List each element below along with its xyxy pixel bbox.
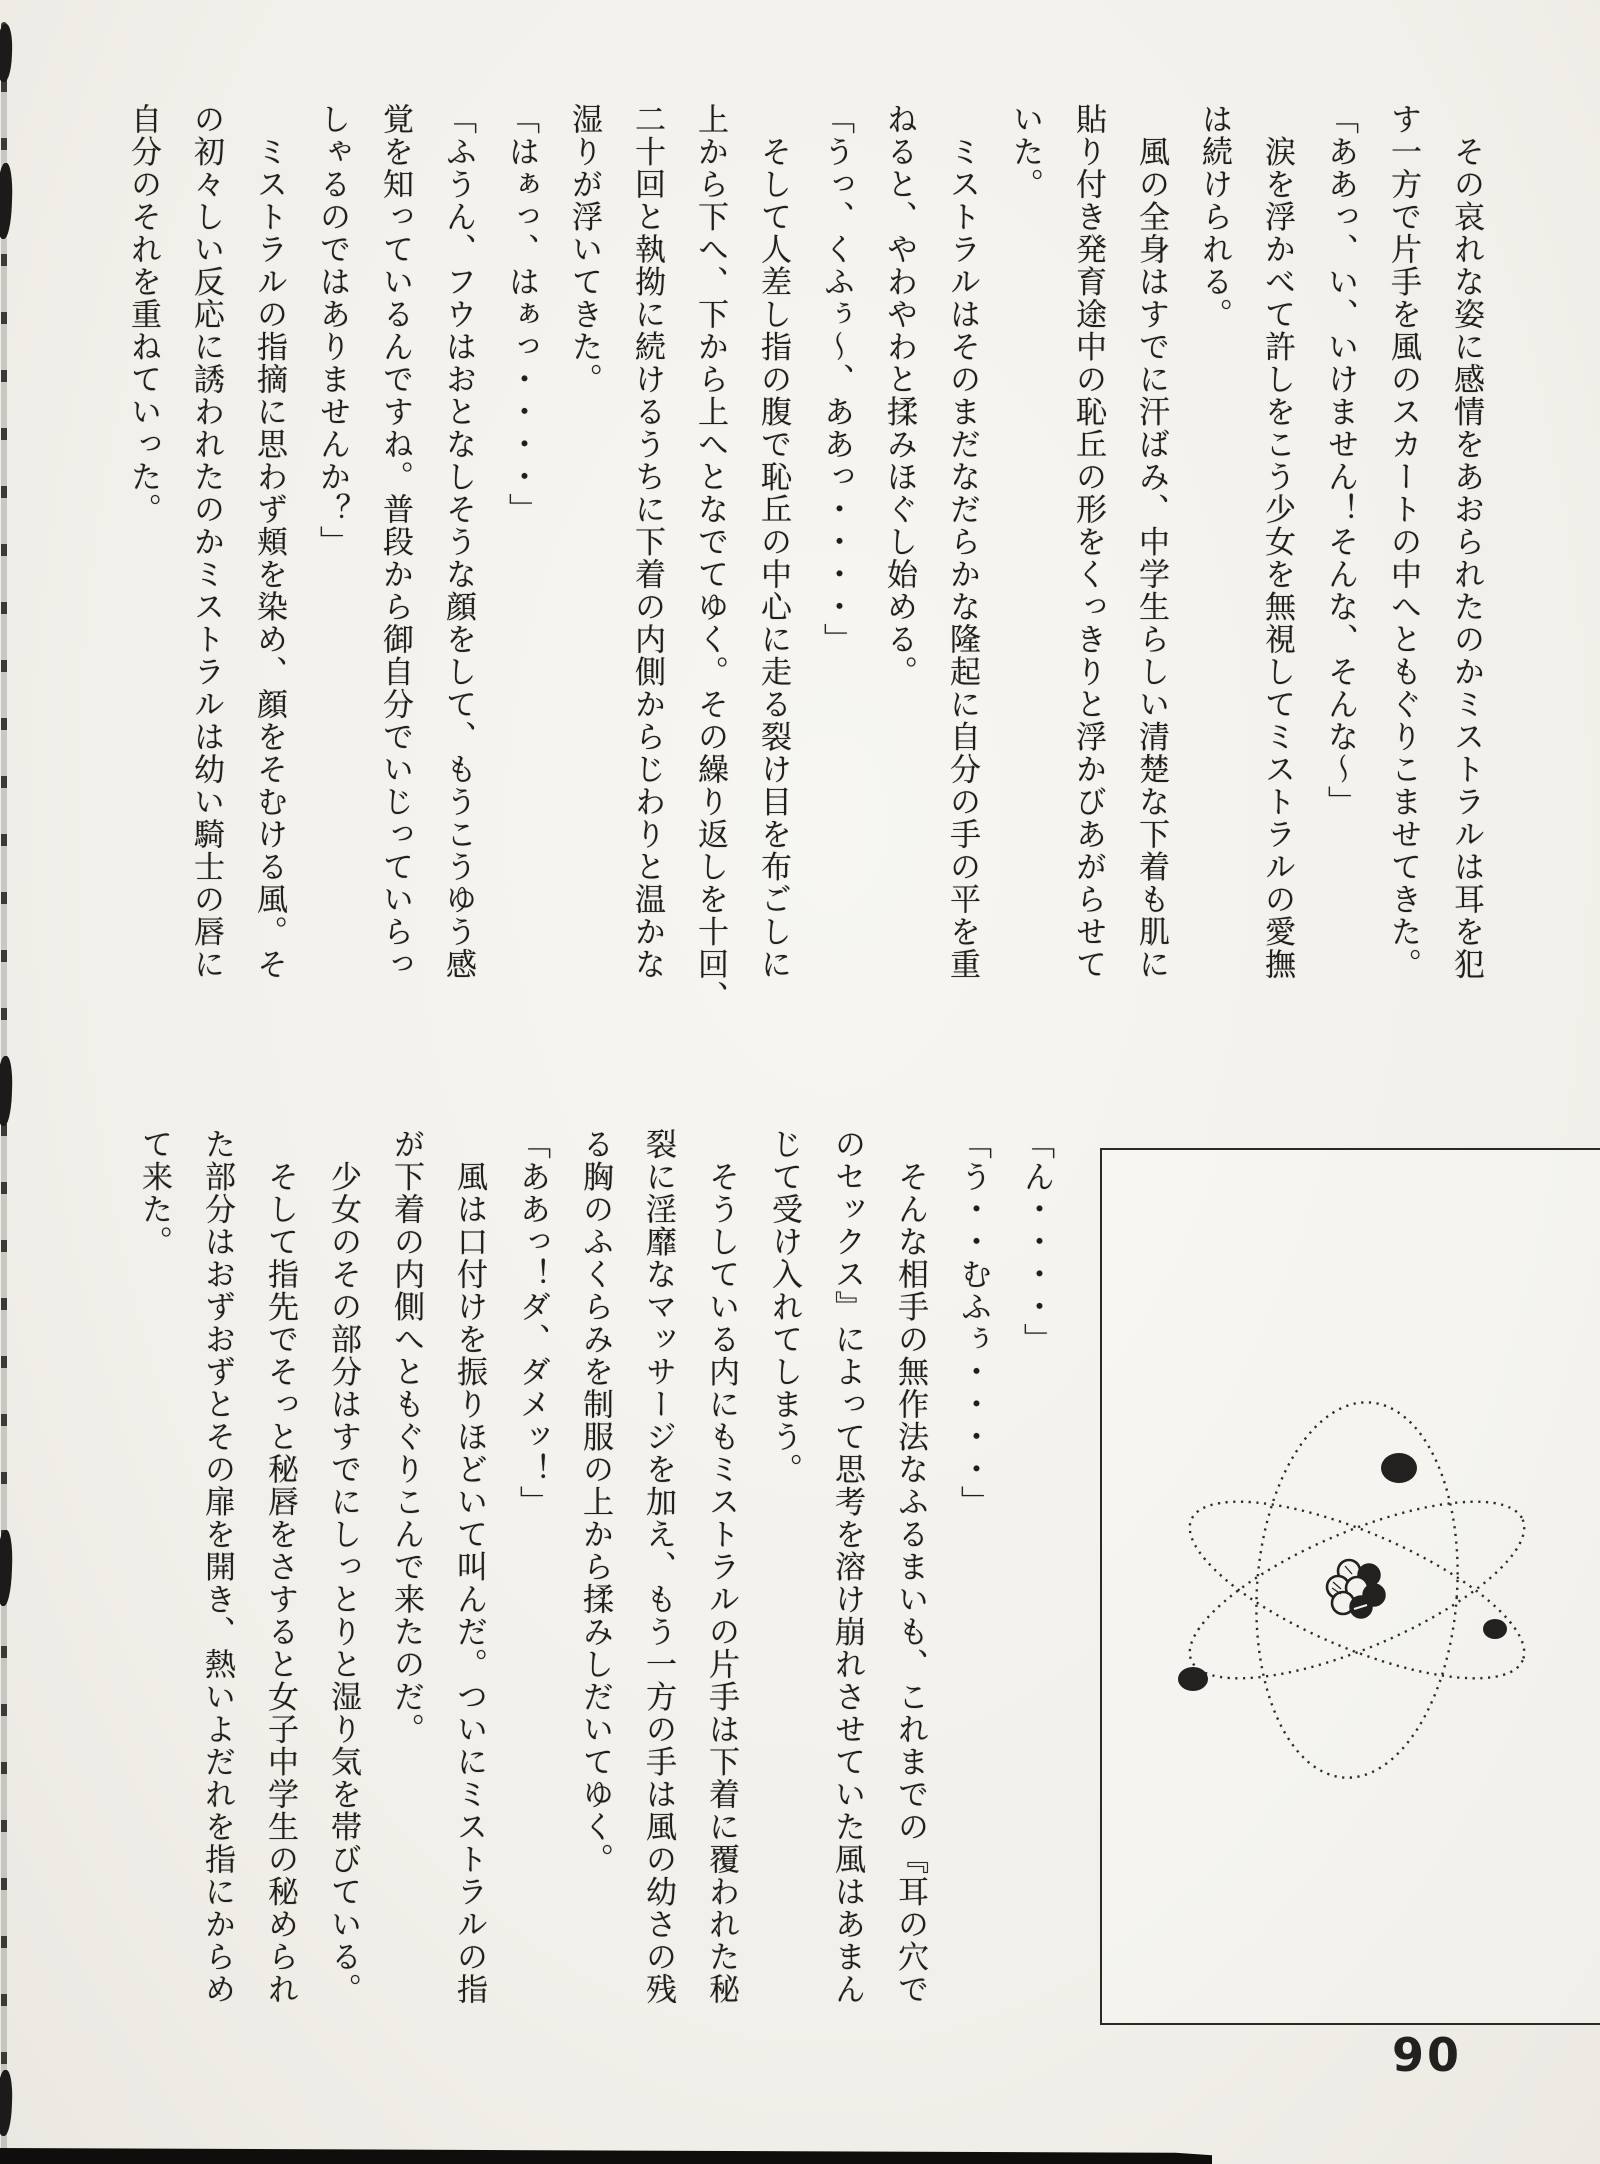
text-column: しゃるのではありませんか？」 [314, 103, 350, 558]
electron-dot [1483, 1619, 1507, 1639]
scan-artifact-blob [0, 1530, 13, 1606]
scan-artifact-blob [0, 1056, 13, 1126]
text-column: 「う・・むふぅ・・・・」 [955, 1128, 991, 1518]
text-column: いた。 [1007, 103, 1043, 201]
text-column: る胸のふくらみを制服の上から揉みしだいてゆく。 [577, 1128, 613, 1876]
text-column: 「うっ、くふぅ〜、ああっ・・・・」 [818, 103, 854, 656]
text-column: て来た。 [136, 1128, 172, 1258]
text-column: 自分のそれを重ねていった。 [125, 103, 161, 526]
scan-artifact-blob [0, 163, 13, 239]
text-column: のセックス』によって思考を溶け崩れさせていた風はあまん [829, 1128, 865, 2006]
text-column: 湿りが浮いてきた。 [566, 103, 602, 396]
electron-dot [1178, 1667, 1208, 1691]
text-column: 「ああっ！ダ、ダメッ！」 [514, 1128, 550, 1518]
text-block-top [111, 103, 1497, 1023]
scan-artifact-bottom-edge [0, 2148, 1212, 2164]
text-column: 少女のその部分はすでにしっとりと湿り気を帯びている。 [325, 1128, 361, 2006]
text-column: 「はぁっ、はぁっ・・・・」 [503, 103, 539, 526]
text-column: そして指先でそっと秘唇をさすると女子中学生の秘められ [262, 1128, 298, 2006]
scan-artifact-blob [0, 2070, 13, 2136]
text-column: 風は口付けを振りほどいて叫んだ。ついにミストラルの指 [451, 1128, 487, 2006]
text-column: 貼り付き発育途中の恥丘の形をくっきりと浮かびあがらせて [1070, 103, 1106, 981]
text-column: 裂に淫靡なマッサージを加え、もう一方の手は風の幼さの残 [640, 1128, 676, 2006]
text-column: す一方で片手を風のスカートの中へともぐりこませてきた。 [1385, 103, 1421, 981]
text-column: 「ああっ、い、いけません！そんな、そんな〜」 [1322, 103, 1358, 818]
text-column: そんな相手の無作法なふるまいも、これまでの『耳の穴で [892, 1128, 928, 2006]
text-column: の初々しい反応に誘われたのかミストラルは幼い騎士の唇に [188, 103, 224, 981]
atom-illustration [1102, 1150, 1600, 2023]
electron-dot [1381, 1453, 1417, 1483]
text-column: ミストラルの指摘に思わず頬を染め、顔をそむける風。そ [251, 103, 287, 981]
text-column: 涙を浮かべて許しをこう少女を無視してミストラルの愛撫 [1259, 103, 1295, 981]
text-column: ねると、やわやわと揉みほぐし始める。 [881, 103, 917, 688]
scan-artifact-blob [0, 24, 13, 82]
text-column: 風の全身はすでに汗ばみ、中学生らしい清楚な下着も肌に [1133, 103, 1169, 981]
text-column: 二十回と執拗に続けるうちに下着の内側からじわりと温かな [629, 103, 665, 981]
text-column: 上から下へ、下から上へとなでてゆく。その繰り返しを十回、 [692, 103, 728, 1013]
text-column: 「ふうん、フウはおとなしそうな顔をして、もうこうゆう感 [440, 103, 476, 981]
text-column: そして人差し指の腹で恥丘の中心に走る裂け目を布ごしに [755, 103, 791, 981]
text-column: じて受け入れてしまう。 [766, 1128, 802, 1486]
text-column: ミストラルはそのまだなだらかな隆起に自分の手の平を重 [944, 103, 980, 981]
text-column: た部分はおずおずとその扉を開き、熱いよだれを指にからめ [199, 1128, 235, 2006]
text-column: が下着の内側へともぐりこんで来たのだ。 [388, 1128, 424, 1746]
page-number: 90 [1392, 2028, 1463, 2082]
illustration-frame [1100, 1148, 1600, 2025]
text-column: 「ん・・・・」 [1018, 1128, 1054, 1356]
text-block-bottom [122, 1128, 1067, 2088]
text-column: そうしている内にもミストラルの片手は下着に覆われた秘 [703, 1128, 739, 2006]
nucleus [1327, 1560, 1385, 1618]
text-column: は続けられる。 [1196, 103, 1232, 331]
text-column: 覚を知っているんですね。普段から御自分でいじっていらっ [377, 103, 413, 981]
text-column: その哀れな姿に感情をあおられたのかミストラルは耳を犯 [1448, 103, 1484, 981]
